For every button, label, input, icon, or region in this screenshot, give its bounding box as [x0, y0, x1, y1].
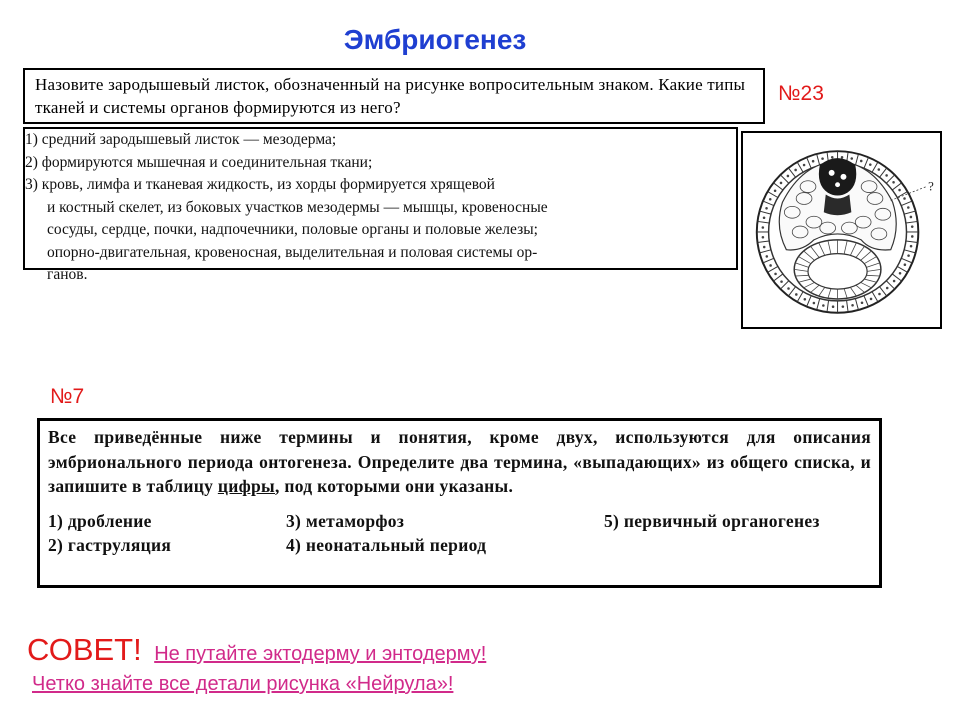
- answer-line: 2) формируются мышечная и соединительная ткани;: [25, 153, 373, 171]
- option-item: 5) первичный органогенез: [604, 510, 820, 531]
- question-23-text: Назовите зародышевый листок, обозначенный на рисунке вопросительным знаком. Какие типы тканей и системы органов формируются из него?: [23, 68, 765, 124]
- question-23-number: №23: [778, 82, 824, 105]
- question-7-number: №7: [50, 385, 85, 408]
- advice-link-ectoderm[interactable]: Не путайте эктодерму и энтодерму!: [154, 643, 487, 665]
- answer-line: 1) средний зародышевый листок — мезодерма;: [25, 131, 337, 148]
- advice-label: СОВЕТ!: [27, 632, 142, 667]
- answer-line: и костный скелет, из боковых участков мезодермы — мышцы, кровеносные: [47, 198, 548, 216]
- figure-question-mark: ?: [928, 179, 934, 194]
- answer-line: 3) кровь, лимфа и тканевая жидкость, из хорды формируется хрящевой: [25, 176, 495, 193]
- option-list: [48, 509, 871, 558]
- neurula-illustration: [743, 133, 940, 327]
- slide-title: Эмбриогенез: [343, 24, 527, 55]
- option-item: 2) гаструляция: [48, 535, 172, 555]
- answer-line: ганов.: [47, 266, 88, 283]
- answer-line: сосуды, сердце, почки, надпочечники, половые органы и половые железы;: [47, 221, 538, 238]
- answer-line: опорно-двигательная, кровеносная, выделительная и половая системы ор-: [47, 243, 538, 261]
- question-7-text: [48, 425, 871, 499]
- option-item: 1) дробление: [48, 510, 152, 531]
- option-item: 4) неонатальный период: [286, 535, 487, 555]
- task-text-part: , под которыми они указаны.: [275, 476, 514, 496]
- question-7-task: [37, 418, 882, 588]
- task-text-part: Все приведённые ниже термины и понятия, кроме двух, используются для описания эмбрионального периода онтогенеза. Определите два термина, «выпадающих» из общего списка, и запишите в таблицу: [48, 427, 871, 496]
- option-item: 3) метаморфоз: [286, 510, 405, 531]
- advice-row: [27, 632, 486, 668]
- advice-link-neurula[interactable]: Четко знайте все детали рисунка «Нейрула»!: [32, 673, 454, 695]
- question-23-answer: [23, 127, 738, 283]
- task-text-underlined: цифры: [217, 476, 275, 496]
- neurula-figure: [741, 131, 942, 329]
